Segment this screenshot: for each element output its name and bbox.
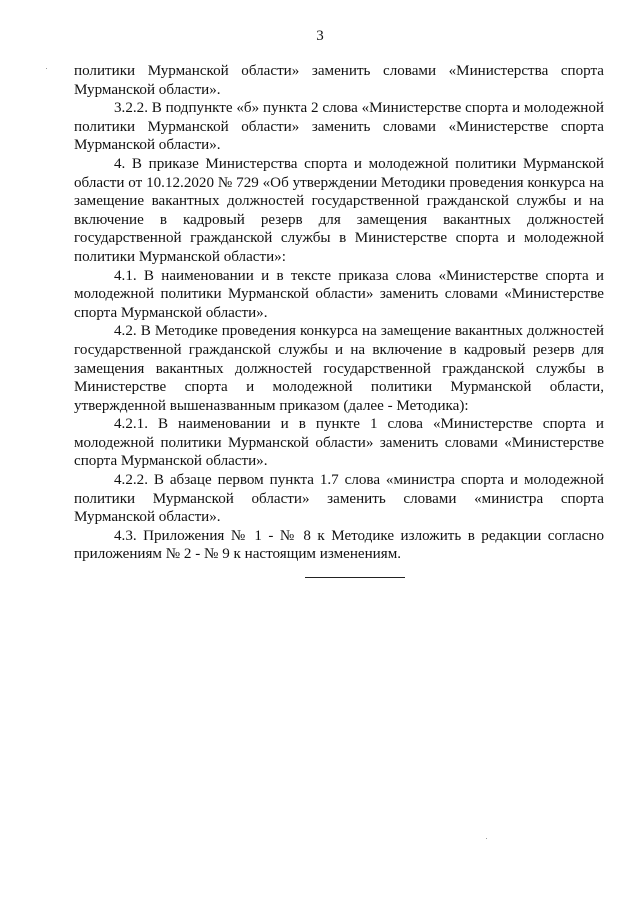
scan-speck — [46, 68, 47, 69]
paragraph-4-2: 4.2. В Методике проведения конкурса на замещение вакантных должностей государственной гражданской службы и на включение в кадровый резерв для замещения вакантных должностей государственной гражданской службы в Министерстве спорта и молодежной политики Мурманской области, утвержденной вышеназванным приказом (далее - Методика): — [74, 323, 604, 414]
paragraph-3-2-2: 3.2.2. В подпункте «б» пункта 2 слова «Министерстве спорта и молодежной политики Мурманской области» заменить словами «Министерстве спорта Мурманской области». — [74, 100, 604, 154]
paragraph-4-2-2: 4.2.2. В абзаце первом пункта 1.7 слова «министра спорта и молодежной политики Мурманской области» заменить словами «министра спорта Мурманской области». — [74, 472, 604, 526]
paragraph-4-3: 4.3. Приложения № 1 - № 8 к Методике изложить в редакции согласно приложениям № 2 - № 9 к настоящим изменениям. — [74, 527, 604, 563]
end-of-text-rule — [305, 577, 405, 578]
page-number: 3 — [316, 28, 324, 44]
paragraph-4-2-1: 4.2.1. В наименовании и в пункте 1 слова «Министерстве спорта и молодежной политики Мурманской области» заменить словами «Министерстве спорта Мурманской области». — [74, 416, 604, 470]
scan-speck — [486, 838, 487, 839]
paragraph-continuation: политики Мурманской области» заменить словами «Министерства спорта Мурманской области». — [74, 63, 604, 98]
paragraph-4-1: 4.1. В наименовании и в тексте приказа слова «Министерстве спорта и молодежной политики Мурманской области» заменить словами «Министерстве спорта Мурманской области». — [74, 267, 604, 321]
document-body — [74, 62, 604, 564]
paragraph-4: 4. В приказе Министерства спорта и молодежной политики Мурманской области от 10.12.2020 № 729 «Об утверждении Методики проведения конкурса на замещение вакантных должностей государственной гражданской службы и на включение в кадровый резерв для замещения вакантных должностей государственной гражданской службы в Министерстве спорта и молодежной политики Мурманской области»: — [74, 155, 604, 265]
